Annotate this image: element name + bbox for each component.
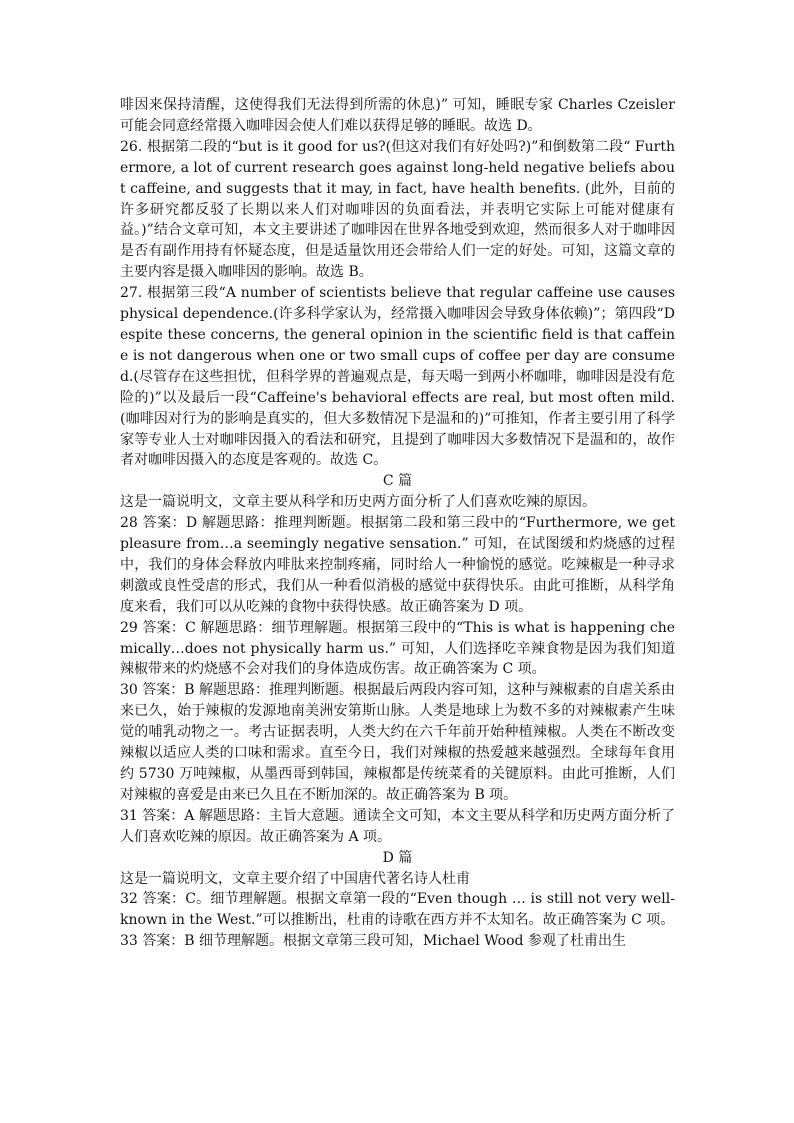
answer-31: 31 答案：A 解题思路：主旨大意题。通读全文可知，本文主要从科学和历史两方面分析了人们喜欢吃辣的原因。故正确答案为 A 项。 [120, 807, 675, 845]
section-heading-d: D 篇 [382, 849, 413, 866]
answer-27: 27. 根据第三段“A number of scientists believe that regular caffeine use causes physical dependence.(许多科学家认为，经常摄入咖啡因会导致身体依赖)”；第四段“Despite these concerns, the general opinion in the scientific field is that caffeine is not dangerous when one or two small cups of coffee per day are consumed.(尽管存在这些担忧，但科学界的普遍观点是，每天喝一到两小杯咖啡，咖啡因是没有危险的)”以及最后一段“Caffeine's behavioral effects are real, but most often mild.(咖啡因对行为的影响是真实的，但大多数情况下是温和的)”可推知，作者主要引用了科学家等专业人士对咖啡因摄入的看法和研究，且提到了咖啡因大多数情况下是温和的，故作者对咖啡因摄入的态度是客观的。故选 C。 [120, 285, 675, 469]
answer-32: 32 答案：C。细节理解题。根据文章第一段的“Even though … is still not very well-known in the West.”可以推断出，杜甫的诗歌在西方并不太知名。故正确答案为 C 项。 [120, 891, 675, 929]
answer-28: 28 答案：D 解题思路：推理判断题。根据第二段和第三段中的“Furthermore, we get pleasure from…a seemingly negative sensation.” 可知，在试图缓和灼烧感的过程中，我们的身体会释放内啡肽来控制疼痛，同时给人一种愉悦的感觉。吃辣椒是一种寻求刺激或良性受虐的形式，我们从一种看似消极的感觉中获得快乐。由此可推断，从科学角度来看，我们可以从吃辣的食物中获得快感。故正确答案为 D 项。 [120, 515, 675, 615]
answer-26: 26. 根据第二段的“but is it good for us?(但这对我们有好处吗?)”和倒数第二段“ Furthermore, a lot of current research goes against long-held negative beliefs about caffeine, and suggests that it may, in fact, have health benefits. (此外，目前的许多研究都反驳了长期以来人们对咖啡因的负面看法，并表明它实际上可能对健康有益。)”结合文章可知，本文主要讲述了咖啡因在世界各地受到欢迎，然而很多人对于咖啡因是否有副作用持有怀疑态度，但是适量饮用还会带给人们一定的好处。可知，这篇文章的主要内容是摄入咖啡因的影响。故选 B。 [120, 138, 675, 281]
section-c-intro: 这是一篇说明文，文章主要从科学和历史两方面分析了人们喜欢吃辣的原因。 [120, 494, 596, 511]
section-heading-c: C 篇 [382, 473, 413, 490]
document-page [120, 95, 675, 952]
paragraph-25-continued: 啡因来保持清醒，这使得我们无法得到所需的休息)” 可知，睡眠专家 Charles Czeisler 可能会同意经常摄入咖啡因会使人们难以获得足够的睡眠。故选 D。 [120, 97, 675, 134]
answer-29: 29 答案：C 解题思路：细节理解题。根据第三段中的“This is what is happening chemically…does not physically harm us.” 可知，人们选择吃辛辣食物是因为我们知道辣椒带来的灼烧感不会对我们的身体造成伤害。故正确答案为 C 项。 [120, 619, 675, 678]
answer-33: 33 答案：B 细节理解题。根据文章第三段可知，Michael Wood 参观了杜甫出生 [120, 933, 626, 950]
answer-30: 30 答案：B 解题思路：推理判断题。根据最后两段内容可知，这种与辣椒素的自虐关系由来已久，始于辣椒的发源地南美洲安第斯山脉。人类是地球上为数不多的对辣椒素产生味觉的哺乳动物之一。考古证据表明，人类大约在六千年前开始种植辣椒。人类在不断改变辣椒以适应人类的口味和需求。直至今日，我们对辣椒的热爱越来越强烈。全球每年食用约 5730 万吨辣椒，从墨西哥到韩国，辣椒都是传统菜肴的关键原料。由此可推断，人们对辣椒的喜爱是由来已久且在不断加深的。故正确答案为 B 项。 [120, 682, 676, 803]
section-d-intro: 这是一篇说明文，文章主要介绍了中国唐代著名诗人杜甫 [120, 870, 470, 887]
